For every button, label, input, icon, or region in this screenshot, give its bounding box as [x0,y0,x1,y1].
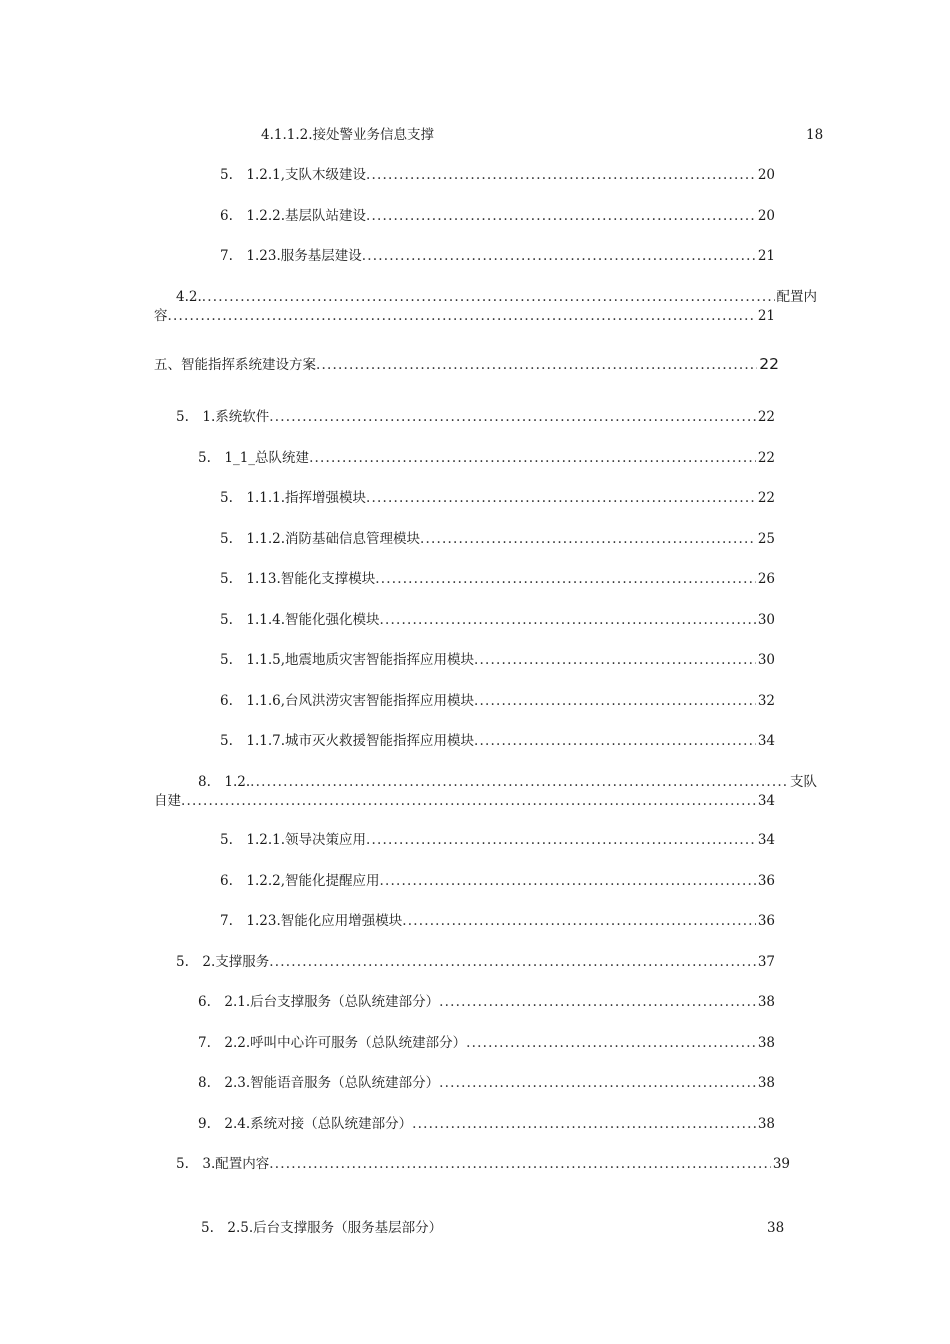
dot-leader [412,1116,756,1132]
toc-entry-label: 5. 1.1.5,地震地质灾害智能指挥应用模块 [220,652,475,668]
toc-entry [220,652,775,668]
dot-leader [474,693,756,709]
toc-entry-label: 5. 1.2.1,支队木级建设 [220,167,367,183]
toc-entry-label: 4.1.1.2.接处警业务信息支撑 [261,127,435,143]
dot-leader [402,913,756,929]
toc-entry-page: 38 [757,1116,775,1132]
toc-entry-page: 38 [767,1220,785,1236]
dot-leader [309,450,756,466]
toc-entry-page: 30 [757,612,775,628]
toc-entry [220,612,775,628]
toc-entry [220,531,775,547]
toc-chapter [154,356,779,373]
toc-entry-label: 9. 2.4.系统对接（总队统建部分） [198,1116,413,1132]
toc-entry-label-cont: 配置内 [776,289,817,305]
toc-entry-wrap [154,308,775,324]
toc-entry-page: 37 [757,954,775,970]
dot-leader [474,652,756,668]
dot-leader [168,308,756,324]
toc-entry-label: 5. 3.配置内容 [176,1156,270,1172]
toc-entry-label: 6. 1.2.2,智能化提醒应用 [220,873,380,889]
toc-entry [220,832,775,848]
dot-leader [269,1156,771,1172]
toc-entry-label: 7. 2.2.呼叫中心许可服务（总队统建部分） [198,1035,467,1051]
toc-entry-label: 7. 1.23.服务基层建设 [220,248,362,264]
dot-leader [362,248,756,264]
toc-entry-page: 36 [757,873,775,889]
toc-entry [220,208,775,224]
dot-leader [439,994,756,1010]
toc-entry [176,1156,790,1172]
dot-leader [474,733,756,749]
dot-leader [420,531,756,547]
toc-entry-label: 5. 2.支撑服务 [176,954,270,970]
toc-entry-label: 5. 1.13.智能化支撑模块 [220,571,376,587]
toc-entry [220,913,775,929]
dot-leader [181,793,756,809]
toc-entry-page: 38 [757,994,775,1010]
toc-entry-page: 32 [757,693,775,709]
toc-entry [220,167,775,183]
toc-entry-page: 21 [757,308,775,324]
toc-entry-label: 8. 1.2. [198,774,251,790]
dot-leader [380,612,756,628]
dot-leader [269,954,756,970]
toc-entry-label: 5. 1.1.7.城市灭火救援智能指挥应用模块 [220,733,475,749]
toc-entry [220,571,775,587]
toc-entry-page: 26 [757,571,775,587]
dot-leader [380,873,756,889]
toc-entry-label: 8. 2.3.智能语音服务（总队统建部分） [198,1075,440,1091]
toc-entry-page: 30 [757,652,775,668]
toc-entry [198,1116,775,1132]
toc-entry-label: 5. 2.5.后台支撑服务（服务基层部分） [201,1220,443,1236]
toc-entry-label: 5. 1.系统软件 [176,409,270,425]
toc-entry-page: 20 [757,167,775,183]
toc-entry [220,733,775,749]
toc-entry-page: 20 [757,208,775,224]
dot-leader [366,832,756,848]
toc-entry-page: 22 [759,355,779,373]
toc-entry-page: 21 [757,248,775,264]
toc-entry-page: 22 [757,450,775,466]
toc-entry-label-cont: 支队 [790,774,817,790]
toc-entry-wrap [154,793,775,809]
toc-entry [220,873,775,889]
toc-entry-page: 39 [772,1156,790,1172]
toc-entry [198,450,775,466]
toc-entry-page: 36 [757,913,775,929]
toc-entry [198,1075,775,1091]
dot-leader [466,1035,756,1051]
toc-entry-page: 22 [757,490,775,506]
dot-leader [316,357,757,373]
toc-entry-label-cont: 自建 [154,793,181,809]
toc-entry-page: 34 [757,733,775,749]
toc-entry-label: 6. 1.2.2.基层队站建设 [220,208,367,224]
dot-leader [439,1075,756,1091]
toc-entry [198,774,817,790]
dot-leader [366,490,756,506]
toc-entry-label: 6. 2.1.后台支撑服务（总队统建部分） [198,994,440,1010]
dot-leader [366,167,756,183]
dot-leader [202,289,775,305]
toc-entry [176,289,817,305]
toc-entry-page: 18 [806,127,824,143]
dot-leader [269,409,756,425]
dot-leader [366,208,756,224]
toc-entry-page: 34 [757,832,775,848]
toc-entry [176,409,775,425]
toc-entry-label: 5. 1.1.4.智能化强化模块 [220,612,380,628]
toc-entry-page: 25 [757,531,775,547]
toc-entry-label: 5. 1.2.1.领导决策应用 [220,832,367,848]
toc-entry [220,693,775,709]
toc-entry-label: 5. 1.1.2.消防基础信息管理模块 [220,531,421,547]
toc-entry [198,1035,775,1051]
toc-entry-label: 5. 1.1.1.指挥增强模块 [220,490,367,506]
toc-entry-page: 34 [757,793,775,809]
toc-entry-page: 38 [757,1035,775,1051]
toc-entry-label-cont: 容 [154,308,168,324]
toc-entry-label: 五、智能指挥系统建设方案 [154,357,316,373]
toc-entry-page: 38 [757,1075,775,1091]
toc-entry [220,248,775,264]
toc-entry-label: 5. 1_1_总队统建 [198,450,310,466]
toc-entry-label: 7. 1.23.智能化应用增强模块 [220,913,403,929]
toc-entry-label: 6. 1.1.6,台风洪涝灾害智能指挥应用模块 [220,693,475,709]
dot-leader [375,571,756,587]
toc-entry-label: 4.2. [176,289,202,305]
toc-entry [198,994,775,1010]
dot-leader [250,774,788,790]
toc-entry [176,954,775,970]
toc-entry [220,490,775,506]
toc-entry-page: 22 [757,409,775,425]
